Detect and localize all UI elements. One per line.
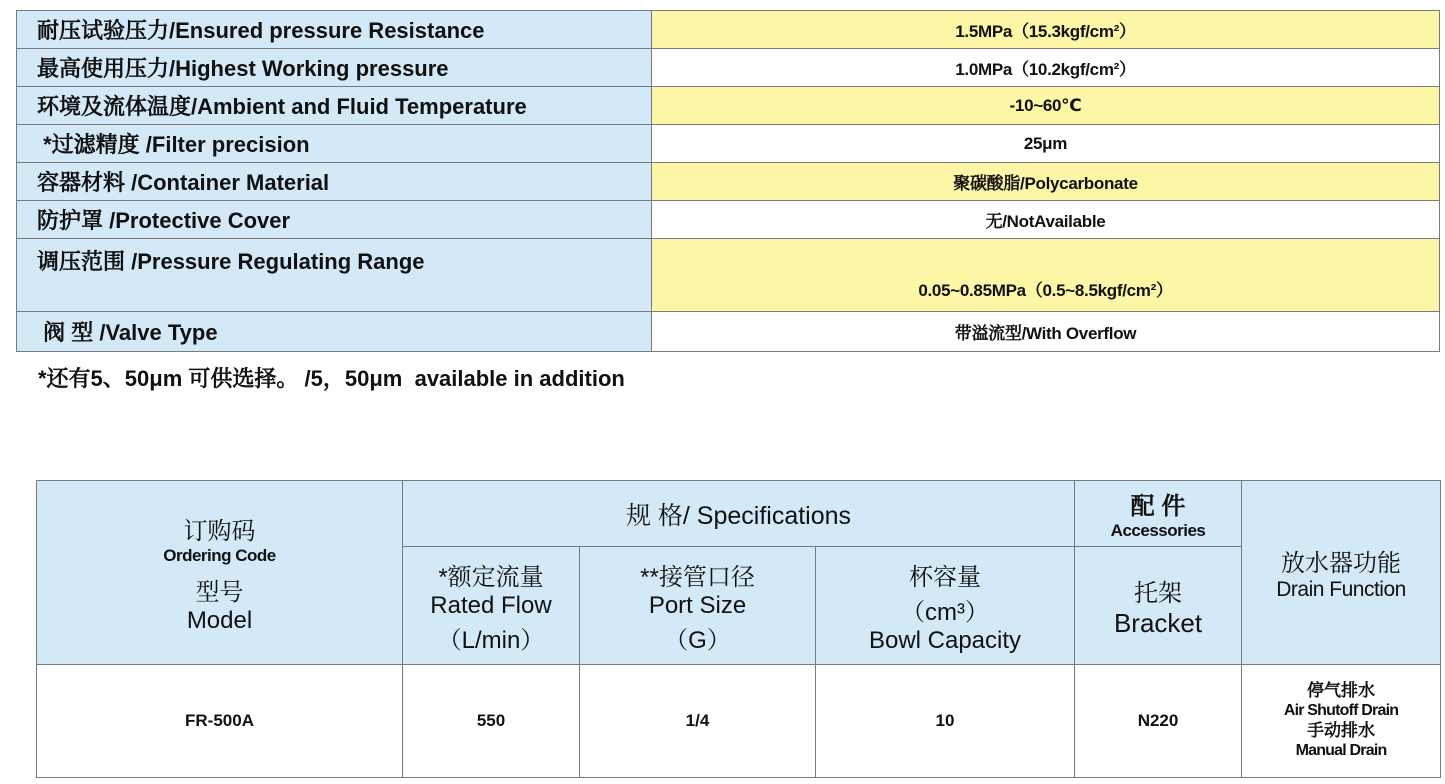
ordering-table [36,480,1441,778]
accessories-en: Accessories [1110,521,1206,540]
spec-label: 耐压试验压力/Ensured pressure Resistance [17,11,652,49]
drain-function-cell [1242,665,1441,778]
drain-option-en: Manual Drain [1295,742,1387,759]
model-cell: FR-500A [37,665,403,778]
bowl-capacity-unit: （cm³） [901,598,989,626]
spec-label: 最高使用压力/Highest Working pressure [17,49,652,87]
ordering-code-en: Ordering Code [163,545,276,565]
drain-function-en: Drain Function [1276,578,1406,601]
spec-label: 防护罩 /Protective Cover [17,201,652,239]
spec-label: 阀 型 /Valve Type [17,312,652,352]
ordering-code-cn: 订购码 [183,517,256,545]
bracket-cell: N220 [1075,665,1242,778]
spec-value: 无/NotAvailable [652,201,1440,239]
spec-value: -10~60℃ [652,87,1440,125]
drain-option-cn: 停气排水 [1307,681,1376,700]
spec-label: 环境及流体温度/Ambient and Fluid Temperature [17,87,652,125]
port-size-cn: **接管口径 [640,563,755,591]
port-size-header [580,547,816,665]
spec-value: 带溢流型/With Overflow [652,312,1440,352]
spec-value: 0.05~0.85MPa（0.5~8.5kgf/cm²） [652,239,1440,312]
spec-row-valve-type [17,312,1440,352]
table-row [37,665,1441,778]
model-en: Model [186,606,253,634]
ordering-code-header [37,481,403,665]
rated-flow-header [403,547,580,665]
spec-row-regulating-range [17,239,1440,312]
spec-value: 25μm [652,125,1440,163]
bracket-cn: 托架 [1134,579,1183,607]
spec-label: *过滤精度 /Filter precision [17,125,652,163]
rated-flow-unit: （L/min） [437,626,545,654]
model-cn: 型号 [195,578,244,606]
drain-function-header [1242,481,1441,665]
spec-row-pressure-resistance [17,11,1440,49]
spec-label: 调压范围 /Pressure Regulating Range [17,239,652,312]
spec-value: 1.0MPa（10.2kgf/cm²） [652,49,1440,87]
bracket-header [1075,547,1242,665]
port-size-unit: （G） [664,626,731,654]
port-size-cell: 1/4 [580,665,816,778]
bowl-capacity-cell: 10 [816,665,1075,778]
spec-row-protective-cover [17,201,1440,239]
accessories-cn: 配 件 [1130,493,1186,520]
spec-label: 容器材料 /Container Material [17,163,652,201]
rated-flow-cn: *额定流量 [438,563,544,591]
drain-function-cn: 放水器功能 [1281,550,1402,577]
drain-option-cn: 手动排水 [1307,721,1376,740]
rated-flow-cell: 550 [403,665,580,778]
port-size-en: Port Size [648,591,747,619]
accessories-header [1075,481,1242,547]
spec-value: 聚碳酸脂/Polycarbonate [652,163,1440,201]
spec-value: 1.5MPa（15.3kgf/cm²） [652,11,1440,49]
spec-row-working-pressure [17,49,1440,87]
spec-row-filter-precision [17,125,1440,163]
bowl-capacity-cn: 杯容量 [909,563,981,591]
spec-row-container-material [17,163,1440,201]
footnote: *还有5、50μm 可供选择。 /5，50μm available in addition [38,366,625,391]
rated-flow-en: Rated Flow [430,591,552,619]
specifications-header: 规 格/ Specifications [403,481,1075,547]
bracket-en: Bracket [1113,607,1203,638]
spec-row-temperature [17,87,1440,125]
specification-table [16,10,1440,352]
drain-option-en: Air Shutoff Drain [1283,702,1399,719]
bowl-capacity-header [816,547,1075,665]
bowl-capacity-en: Bowl Capacity [868,626,1022,654]
